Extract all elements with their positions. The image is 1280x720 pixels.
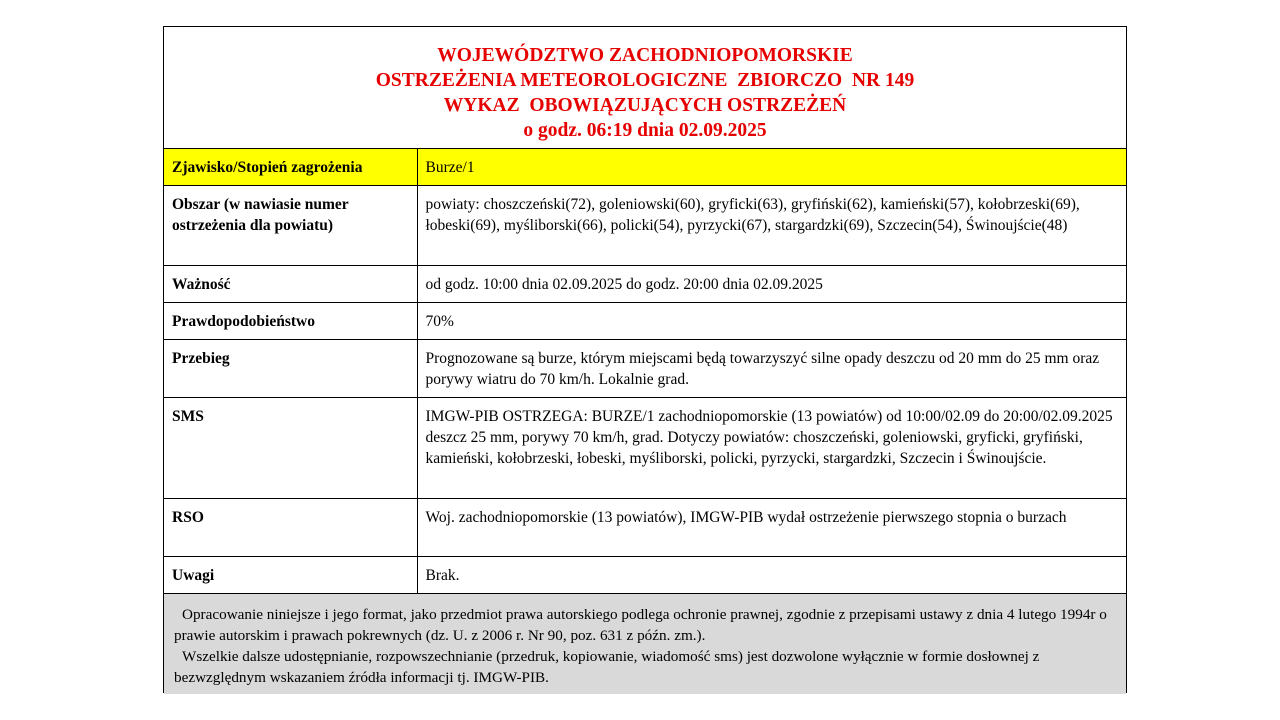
warning-document	[163, 26, 1127, 693]
row-value: Burze/1	[417, 149, 1126, 185]
header-region-title: WOJEWÓDZTWO ZACHODNIOPOMORSKIE	[437, 45, 853, 66]
copyright-paragraph: Opracowanie niniejsze i jego format, jako przedmiot prawa autorskiego podlega ochronie prawnej, zgodnie z przepisami ustawy z dnia 4 lutego 1994r o prawie autorskim i prawach pokrewnych (dz. U. z 2006 r. Nr 90, poz. 631 z późn. zm.).	[174, 605, 1107, 644]
table-row-course	[164, 339, 1126, 397]
copyright-footer	[164, 594, 1126, 694]
row-value: Woj. zachodniopomorskie (13 powiatów), IMGW-PIB wydał ostrzeżenie pierwszego stopnia o burzach	[417, 498, 1126, 556]
table-row-area	[164, 185, 1126, 265]
row-label: SMS	[164, 397, 417, 498]
header-issue-time: o godz. 06:19 dnia 02.09.2025	[523, 120, 767, 141]
table-row-rso	[164, 498, 1126, 556]
table-row-probability	[164, 302, 1126, 339]
row-value: powiaty: choszczeński(72), goleniowski(60), gryficki(63), gryfiński(62), kamieński(57), kołobrzeski(69), łobeski(69), myśliborski(66), policki(54), pyrzycki(67), stargardzki(69), Szczecin(54), Świnoujście(48)	[417, 185, 1126, 265]
table-row-validity	[164, 265, 1126, 302]
row-value: IMGW-PIB OSTRZEGA: BURZE/1 zachodniopomorskie (13 powiatów) od 10:00/02.09 do 20:00/02.09.2025 deszcz 25 mm, porywy 70 km/h, grad. Dotyczy powiatów: choszczeński, goleniowski, gryficki, gryfiński, kamieński, kołobrzeski, łobeski, myśliborski, policki, pyrzycki, stargardzki, Szczecin i Świnoujście.	[417, 397, 1126, 498]
redistribution-paragraph: Wszelkie dalsze udostępnianie, rozpowszechnianie (przedruk, kopiowanie, wiadomość sms) jest dozwolone wyłącznie w formie dosłownej z bezwzględnym wskazaniem źródła informacji tj. IMGW-PIB.	[174, 647, 1040, 686]
header-list-title: WYKAZ OBOWIĄZUJĄCYCH OSTRZEŻEŃ	[443, 95, 847, 116]
row-value: Prognozowane są burze, którym miejscami będą towarzyszyć silne opady deszczu od 20 mm do 25 mm oraz porywy wiatru do 70 km/h. Lokalnie grad.	[417, 339, 1126, 397]
table-row-remarks	[164, 556, 1126, 593]
table-row-phenomenon	[164, 149, 1126, 185]
warning-table	[164, 149, 1126, 594]
row-label: RSO	[164, 498, 417, 556]
row-value: 70%	[417, 302, 1126, 339]
header-warnings-number: OSTRZEŻENIA METEOROLOGICZNE ZBIORCZO NR 149	[375, 70, 915, 91]
row-label: Uwagi	[164, 556, 417, 593]
row-label: Prawdopodobieństwo	[164, 302, 417, 339]
row-label: Przebieg	[164, 339, 417, 397]
row-value: od godz. 10:00 dnia 02.09.2025 do godz. 20:00 dnia 02.09.2025	[417, 265, 1126, 302]
table-row-sms	[164, 397, 1126, 498]
row-label: Obszar (w nawiasie numer ostrzeżenia dla powiatu)	[164, 185, 417, 265]
row-value: Brak.	[417, 556, 1126, 593]
row-label: Ważność	[164, 265, 417, 302]
document-header	[164, 27, 1126, 149]
row-label: Zjawisko/Stopień zagrożenia	[164, 149, 417, 185]
